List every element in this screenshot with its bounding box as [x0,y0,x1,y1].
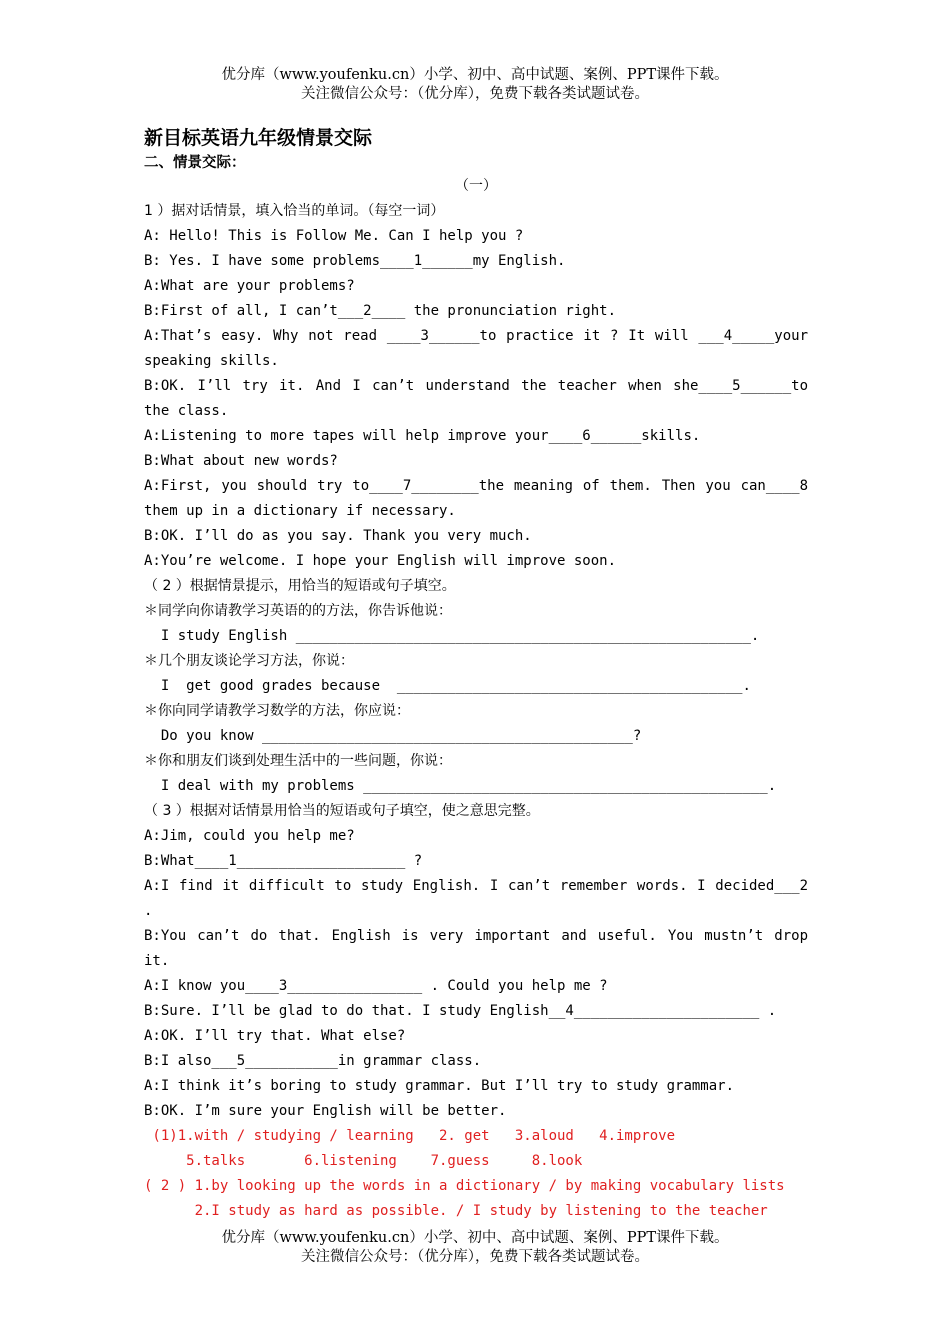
q2-instruction: （ 2 ）根据情景提示，用恰当的短语或句子填空。 [144,578,456,594]
dialogue-line: B:You can’t do that. English is very important and useful. You mustn’t drop [144,928,808,944]
dialogue-line: B:What____1____________________ ? [144,853,423,869]
page-header [0,66,950,104]
dialogue-line: A:That’s easy. Why not read ____3______to practice it ? It will ___4_____your [144,328,808,344]
q2-prompt: ＊你和朋友们谈到处理生活中的一些问题，你说： [144,753,452,769]
dialogue-line: A:I find it difficult to study English. I can’t remember words. I decided___2 [144,878,808,894]
q2-answer-line: I get good grades because _________________________________________. [144,678,751,694]
dialogue-line: A:Listening to more tapes will help improve your____6______skills. [144,428,701,444]
q2-items [144,599,808,799]
part-label: （一） [455,178,497,194]
section-heading: 二、情景交际： [144,155,246,171]
dialogue-line: A:Jim, could you help me? [144,828,355,844]
dialogue-line: B:OK. I’ll do as you say. Thank you very much. [144,528,532,544]
answer-line: 2.I study as hard as possible. / I study by listening to the teacher [144,1203,768,1219]
q3-dialogue [144,824,808,1124]
header-line-1: 优分库（www.youfenku.cn）小学、初中、高中试题、案例、PPT课件下载。 [221,67,729,83]
dialogue-line: B:First of all, I can’t___2____ the pronunciation right. [144,303,617,319]
q1-dialogue [144,224,808,574]
answer-line: 5.talks 6.listening 7.guess 8.look [144,1153,583,1169]
dialogue-line: A: Hello! This is Follow Me. Can I help you ? [144,228,524,244]
dialogue-line: A:First, you should try to____7________the meaning of them. Then you can____8 [144,478,808,494]
footer-line-2: 关注微信公众号：（优分库），免费下载各类试题试卷。 [301,1249,649,1265]
dialogue-line: B:What about new words? [144,453,338,469]
q2-answer-line: I study English ______________________________________________________. [144,628,760,644]
q2-answer-line: Do you know ____________________________________________? [144,728,642,744]
dialogue-line: them up in a dictionary if necessary. [144,503,456,519]
answer-key [144,1124,808,1224]
dialogue-line: B:I also___5___________in grammar class. [144,1053,482,1069]
q2-prompt: ＊你向同学请教学习数学的方法，你应说： [144,703,410,719]
dialogue-line: A:You’re welcome. I hope your English will improve soon. [144,553,617,569]
dialogue-line: speaking skills. [144,353,279,369]
dialogue-line: it. [144,953,170,969]
document-body [144,124,808,1224]
dialogue-line: A:What are your problems? [144,278,355,294]
answer-line: (1)1.with / studying / learning 2. get 3.aloud 4.improve [144,1128,676,1144]
dialogue-line: . [144,903,153,919]
q2-prompt: ＊几个朋友谈论学习方法，你说： [144,653,354,669]
page-footer [0,1229,950,1267]
dialogue-line: B:OK. I’m sure your English will be better. [144,1103,507,1119]
q3-instruction: （ 3 ）根据对话情景用恰当的短语或句子填空，使之意思完整。 [144,803,540,819]
dialogue-line: B:OK. I’ll try it. And I can’t understand the teacher when she____5______to [144,378,808,394]
dialogue-line: B: Yes. I have some problems____1______my English. [144,253,566,269]
header-line-2: 关注微信公众号：（优分库），免费下载各类试题试卷。 [301,86,649,102]
answer-line: ( 2 ) 1.by looking up the words in a dictionary / by making vocabulary lists [144,1178,785,1194]
dialogue-line: A:I know you____3________________ . Could you help me ? [144,978,608,994]
dialogue-line: A:OK. I’ll try that. What else? [144,1028,406,1044]
q1-instruction: 1 ）据对话情景，填入恰当的单词。（每空一词） [144,203,445,219]
dialogue-line: B:Sure. I’ll be glad to do that. I study English__4______________________ . [144,1003,777,1019]
dialogue-line: the class. [144,403,229,419]
q2-prompt: ＊同学向你请教学习英语的的方法，你告诉他说： [144,603,452,619]
q2-answer-line: I deal with my problems ________________________________________________. [144,778,777,794]
dialogue-line: A:I think it’s boring to study grammar. But I’ll try to study grammar. [144,1078,735,1094]
footer-line-1: 优分库（www.youfenku.cn）小学、初中、高中试题、案例、PPT课件下载。 [221,1230,729,1246]
doc-title: 新目标英语九年级情景交际 [144,127,373,149]
